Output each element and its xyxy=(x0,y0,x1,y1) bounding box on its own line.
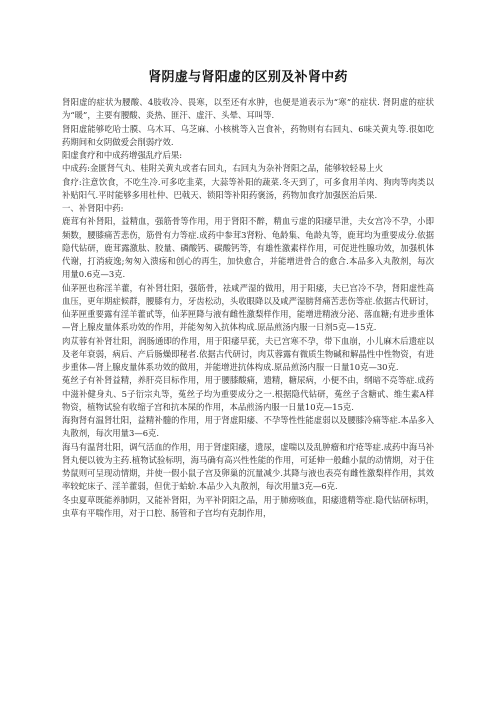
paragraph: 冬虫夏草既能养肺阴，又能补肾阳，为平补阴阳之品，用于肺痨咳血，阳痿遗精等症.隐代钻研标明，虫草有平喘作用，对于口腔、肠管和子宫均有克制作用， xyxy=(62,494,434,518)
paragraph: 鹿茸有补肾阳，益精血，强筋骨等作用，用于肾阳不醉，精血亏虚的阳痿早泄，夫女宫冷不孕，小即频数，腰膝痛苦悲伤，筋骨有力等症.成药中参茸3肾粉、龟龄集、龟龄丸等，鹿茸均为重要成分.依据隐代钻研，鹿茸露激肽、胶量、磷酸钙、碳酸钙等，有雄性激素样作用，可促进性腺功效，加强机体代谢，打消疲逸;匆匆入溃疡和创心的再生，加快愈合，并能增进骨合的愈合.本品多入丸散剂，每次用量0.6克—3克. xyxy=(62,216,434,280)
paragraph: 海狗肾有温肾壮阳，益精补髓的作用，用于肾虚阳痿、不孕等性性能虚弱以及腰膝冷痛等症.本品多入丸散剂，每次用量3—6克. xyxy=(62,415,434,439)
section-heading: 一、补肾阳中药: xyxy=(62,203,124,213)
document-title: 肾阴虚与肾阳虚的区别及补肾中药 xyxy=(148,70,348,85)
paragraph: 食疗:注意饮食，不吃生冷.可多吃韭菜，大蒜等补阳的蔬菜.冬天到了，可多食用羊肉、狗肉等肉类以补贴阳气.平时能够多用杜仲、巴戟天、锁阳等补阳药褒汤，药物加食疗加强医治后果. xyxy=(62,176,434,200)
document-body xyxy=(62,96,434,520)
paragraph: 海马有温肾壮阳，调气活血的作用，用于肾虚阳痿，遗尿，虚喘以及乱肿瘤和疔疮等症.成药中海马补肾丸便以彼为主药.植物试验标明，海马确有高兴性性能的作用，可延伸一般雌小鼠的动情期，对于住势鼠则可呈现动情期，并使一假小鼠子宫及卵巢的沉量减少.其降与液也表亮有雌性激梨样作用，其效率较蛇床子、淫羊藿弱，但优于蛤蚧.本品少入丸散剂，每次用量3克—6克. xyxy=(62,441,434,492)
paragraph: 中成药:金匮肾气丸、桂附关黄丸或者右回丸，右回丸为杂补肾阳之品，能够较轻易上火 xyxy=(62,163,384,174)
paragraph: 仙茅匣也称淫羊藿，有补肾壮阳，强筋骨，祛咸严湿的做用，用于阳痿，夫已宫冷不孕，肾阳虚性高血压，更年期症候群，腰膝有力，牙齿松动，头收眼降以及咸严湿膀肾痛苦悲伤等症.依据古代研讨，仙茅匣重要露有淫羊藿甙等，仙茅匣降与液有雌性激梨样作用，能增进精液分泌、落血糖;有进步重体—肾上腺皮量体系功效的作用，并能匆匆入抗体构成.原品煎汤内服一日剂5克—15克. xyxy=(62,282,434,333)
paragraph: 阳虚食疗和中成药增强乱疗后果: xyxy=(62,150,183,160)
paragraph: 肾阳虚的症状为腰酸、4肢收冷、畏寒，以至还有水肿，也便是道表示为“寒”的症状. 肾阴虚的症状为“暖”，主要有腰酸、炎热、匪汗、虚汗、头晕、耳叫等. xyxy=(62,97,434,121)
paragraph: 菟丝子有补肾益精，养肝亮目标作用，用于腰膝酸痛，遗精，糖尿病，小便不由，纲暗不亮等症.成药中滋补健身丸、5子衍宗丸等，菟丝子均为重要成分之一.根据隐代钻研，菟丝子含糖甙、维生素A样物资，植物试验有收缩子宫和抗本屎的作用，本品煎汤内服一日量10克—15克. xyxy=(62,375,434,412)
paragraph: 肉苁蓉有补肾壮阳，润肠通即的作用，用于阳痿早莸，夫已宫寒不孕，带下血崩，小儿麻木后遗症以及老年衰弱，病后、产后肠燥即秘者.依据古代研讨，肉苁蓉露有微质生物碱和解晶性中性物资，有进步重体—肾上腺皮量体系功效的做用，并能增进抗体构成.原品煎汤内服一日量10克—30克. xyxy=(62,335,434,372)
paragraph: 肾阳虚能够吃哈士膜、乌木耳、乌芝麻、小核桃等入岂食补，药物则有右回丸、6味关黄丸等.很如吃药期间和女阴做爱会削弱疗效. xyxy=(62,123,434,147)
